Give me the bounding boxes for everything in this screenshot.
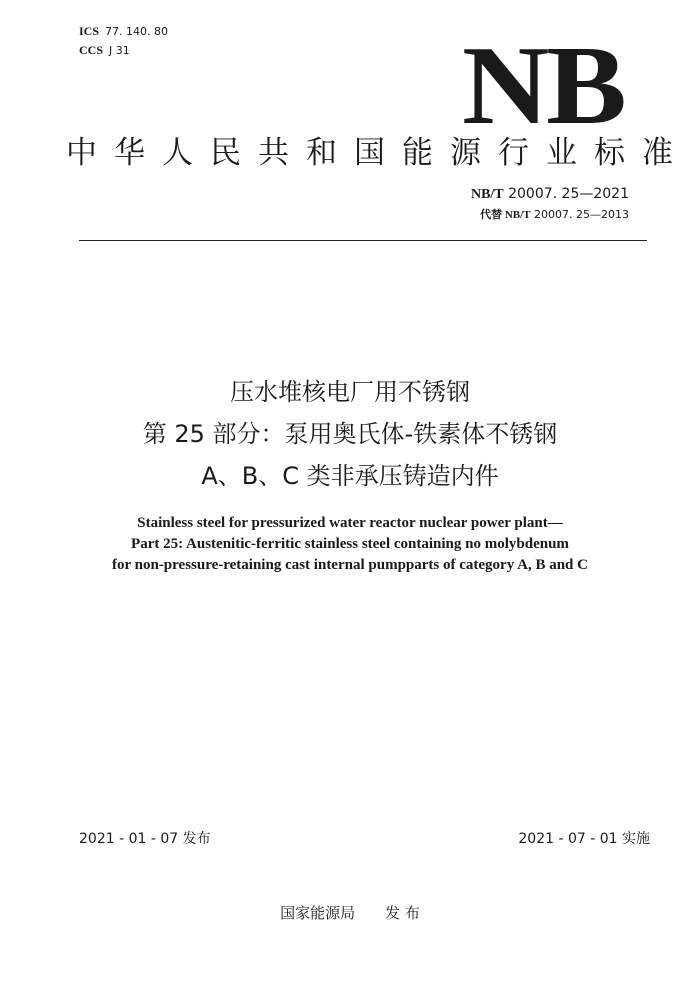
issue-action: 发 布 — [385, 904, 420, 922]
ccs-label: CCS — [79, 43, 104, 57]
ccs-code — [79, 43, 130, 58]
standard-number-value: 20007. 25—2021 — [508, 186, 629, 202]
replaces-prefix: 代替 NB/T — [480, 209, 531, 221]
chinese-title — [40, 371, 660, 497]
ccs-value: J 31 — [109, 44, 130, 57]
english-title-line-1: Stainless steel for pressurized water reactor nuclear power plant— — [137, 515, 563, 531]
nb-logo: NB — [462, 24, 624, 148]
chinese-title-line-2: 第 25 部分：泵用奥氏体-铁素体不锈钢 — [142, 420, 558, 448]
ics-code — [79, 24, 168, 39]
issue-date: 2021 - 01 - 07 发布 — [79, 831, 211, 847]
standard-number — [471, 186, 629, 203]
ics-value: 77. 140. 80 — [105, 25, 168, 38]
chinese-title-line-1: 压水堆核电厂用不锈钢 — [230, 378, 470, 406]
english-title — [40, 513, 660, 576]
implementation-date: 2021 - 07 - 01 实施 — [518, 831, 650, 847]
replaces-value: 20007. 25—2013 — [534, 208, 629, 221]
standard-number-prefix: NB/T — [470, 187, 504, 202]
issuer-name: 国家能源局 — [280, 904, 356, 922]
replaces-standard — [480, 206, 629, 222]
english-title-line-2: Part 25: Austenitic-ferritic stainless steel containing no molybdenum — [131, 536, 569, 552]
header-divider — [79, 240, 647, 241]
chinese-title-line-3: A、B、C 类非承压铸造内件 — [201, 462, 499, 490]
issuer — [0, 902, 700, 923]
english-title-line-3: for non-pressure-retaining cast internal pumpparts of category A, B and C — [112, 557, 588, 573]
ics-label: ICS — [79, 24, 100, 38]
org-name: 中华人民共和国能源行业标准 — [66, 135, 690, 171]
